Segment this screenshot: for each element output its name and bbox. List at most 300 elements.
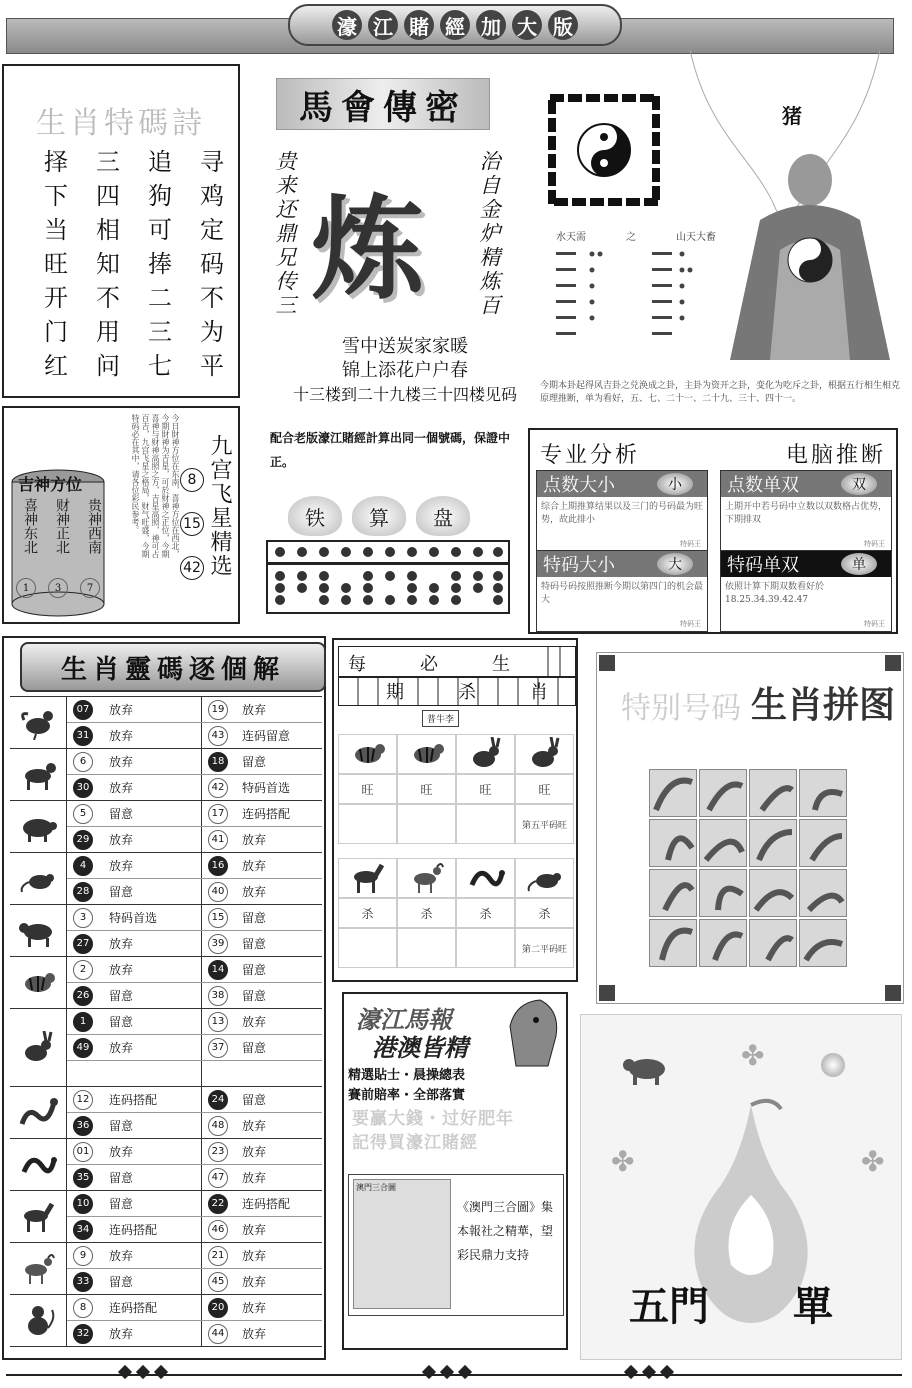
mabao-note: 《澳門三合圖》集本報社之精華，望彩民鼎力支持 bbox=[457, 1200, 554, 1262]
number-ball: 19 bbox=[208, 700, 228, 720]
can-col: 喜神东北 bbox=[22, 498, 38, 554]
advice-cell: 连码搭配 bbox=[242, 1197, 291, 1211]
number-ball: 45 bbox=[208, 1272, 228, 1292]
number-ball: 12 bbox=[73, 1090, 93, 1110]
bisha-head-char: 每 bbox=[348, 654, 366, 675]
taiji-lines bbox=[556, 228, 716, 344]
mahui-line3: 十三楼到二十九楼三十四楼见码 bbox=[292, 385, 517, 404]
advice-cell: 放弃 bbox=[242, 1119, 267, 1133]
bisha-empty-cell bbox=[397, 804, 456, 844]
corner-square bbox=[599, 655, 615, 671]
advice-cell: 留意 bbox=[242, 755, 267, 769]
analysis-title-right: 电脑推断 bbox=[785, 443, 886, 468]
mabao-line2: 賽前賠率・全部落實 bbox=[348, 1088, 466, 1103]
number-ball: 22 bbox=[208, 1194, 228, 1214]
advice-cell: 放弃 bbox=[99, 749, 202, 774]
bisha-empty-cell bbox=[338, 928, 397, 968]
number-ball: 44 bbox=[208, 1324, 228, 1344]
number-ball: 18 bbox=[208, 752, 228, 772]
advice-cell: 放弃 bbox=[242, 1249, 267, 1263]
table-row bbox=[67, 905, 322, 931]
advice-cell: 留意 bbox=[99, 879, 202, 904]
monkey-icon bbox=[10, 1295, 67, 1346]
puzzle-tile bbox=[649, 769, 697, 817]
number-ball: 32 bbox=[73, 1324, 93, 1344]
flower-icon: ✤ bbox=[741, 1039, 765, 1072]
analysis-cell-head: 点数大小 bbox=[543, 475, 615, 496]
analysis-cell-foot: 特码王 bbox=[680, 620, 701, 628]
poem-char: 三 bbox=[148, 318, 172, 346]
wumen-panel bbox=[580, 1014, 902, 1360]
analysis-badge: 双 bbox=[841, 473, 877, 495]
mabao-title2: 港澳皆精 bbox=[372, 1033, 468, 1062]
table-row bbox=[67, 1269, 322, 1294]
analysis-badge: 单 bbox=[841, 553, 877, 575]
horse-icon bbox=[10, 1191, 67, 1242]
poem-char: 不 bbox=[200, 284, 224, 312]
number-ball: 33 bbox=[73, 1272, 93, 1292]
number-ball: 21 bbox=[208, 1246, 228, 1266]
puzzle-tile bbox=[699, 769, 747, 817]
table-row bbox=[67, 1321, 322, 1346]
puzzle-tile bbox=[799, 919, 847, 967]
jiugong-title: 九宫飞星精选 bbox=[207, 434, 232, 578]
puzzle-tile bbox=[749, 819, 797, 867]
sanhe-thumbnail bbox=[353, 1179, 451, 1309]
puzzle-tile bbox=[699, 919, 747, 967]
table-row bbox=[67, 1217, 322, 1242]
bisha-head-char: 必 bbox=[420, 654, 438, 675]
number-ball: 16 bbox=[208, 856, 228, 876]
number-ball: 1 bbox=[73, 1012, 93, 1032]
advice-cell: 连码搭配 bbox=[99, 1295, 202, 1320]
rabbit-icon bbox=[515, 734, 574, 774]
poem-char: 相 bbox=[96, 216, 120, 244]
number-ball: 38 bbox=[208, 986, 228, 1006]
bisha-label: 旺 bbox=[397, 774, 456, 804]
mabao-inner-box bbox=[348, 1174, 564, 1316]
poem-char: 下 bbox=[44, 182, 68, 210]
table-row bbox=[67, 697, 322, 723]
advice-cell: 放弃 bbox=[242, 1223, 267, 1237]
advice-cell: 放弃 bbox=[242, 1171, 267, 1185]
advice-cell: 留意 bbox=[99, 1269, 202, 1294]
analysis-cell-head: 特码大小 bbox=[543, 555, 615, 576]
bisha-head-char: 期 bbox=[386, 682, 404, 703]
poem-char: 追 bbox=[148, 148, 172, 176]
puzzle-tile bbox=[699, 819, 747, 867]
advice-cell: 放弃 bbox=[99, 827, 202, 852]
advice-cell: 放弃 bbox=[242, 703, 267, 717]
mahui-left-vertical: 贵来还鼎兄传三 bbox=[273, 150, 297, 318]
header-title bbox=[288, 4, 622, 46]
analysis-cell bbox=[536, 470, 708, 552]
number-ball: 29 bbox=[73, 830, 93, 850]
mabao-ghost2: 記得買濠江賭經 bbox=[352, 1133, 478, 1153]
poem-char: 当 bbox=[44, 216, 68, 244]
advice-cell: 留意 bbox=[99, 1113, 202, 1138]
abacus-bubble: 铁 bbox=[288, 496, 342, 536]
rooster-icon bbox=[10, 697, 67, 748]
table-row bbox=[67, 1191, 322, 1217]
abacus-bubble: 盘 bbox=[416, 496, 470, 536]
can-num: 3 bbox=[48, 578, 68, 598]
goat-icon bbox=[10, 1243, 67, 1294]
dragon-icon bbox=[10, 1087, 67, 1138]
advice-cell: 放弃 bbox=[242, 1145, 267, 1159]
pintu-grid bbox=[649, 769, 847, 967]
analysis-cell-foot: 特码王 bbox=[680, 540, 701, 548]
table-row bbox=[67, 1035, 322, 1061]
abacus-bubble: 算 bbox=[352, 496, 406, 536]
number-ball: 3 bbox=[73, 908, 93, 928]
bisha-note: 第五平码旺 bbox=[515, 804, 574, 844]
number-ball: 49 bbox=[73, 1038, 93, 1058]
lingma-group bbox=[10, 1086, 322, 1138]
pintu-panel bbox=[596, 652, 904, 1004]
rat-icon bbox=[10, 853, 67, 904]
puzzle-tile bbox=[799, 769, 847, 817]
corner-square bbox=[599, 985, 615, 1001]
advice-cell: 留意 bbox=[99, 1009, 202, 1034]
bisha-label: 旺 bbox=[515, 774, 574, 804]
can-num: 1 bbox=[16, 578, 36, 598]
number-ball: 35 bbox=[73, 1168, 93, 1188]
advice-cell: 留意 bbox=[242, 963, 267, 977]
flower-icon: ✤ bbox=[861, 1145, 885, 1178]
ox-icon bbox=[10, 905, 67, 956]
table-row bbox=[67, 1113, 322, 1138]
advice-cell: 留意 bbox=[99, 1165, 202, 1190]
advice-cell: 放弃 bbox=[99, 723, 202, 748]
analysis-cell bbox=[720, 470, 892, 552]
trigram-lines bbox=[556, 244, 716, 340]
number-ball: 20 bbox=[208, 1298, 228, 1318]
lingma-group bbox=[10, 800, 322, 852]
analysis-cell-body: 特码号码按照推断今期以第四门的机会最大 bbox=[541, 582, 704, 605]
taiji-text: 今期本卦起得风吉卦之兑涣成之卦，主卦为资开之卦，变化为吃斥之卦，根据五行相生相克原理推断，单为看好，五、七、二十一、二十九、三十、四十一。 bbox=[540, 381, 901, 404]
analysis-cell-head: 点数单双 bbox=[727, 475, 799, 496]
analysis-cell-body: 上期开中若号码中立数以双数格占优势，下期排双 bbox=[725, 502, 888, 525]
table-row bbox=[67, 879, 322, 904]
advice-cell: 留意 bbox=[99, 983, 202, 1008]
advice-cell: 放弃 bbox=[99, 1243, 202, 1268]
abacus-icon bbox=[266, 540, 510, 614]
poem-char: 旺 bbox=[44, 250, 68, 278]
analysis-badge: 大 bbox=[657, 553, 693, 575]
lingma-group bbox=[10, 1008, 322, 1086]
lingma-group bbox=[10, 696, 322, 748]
table-row bbox=[67, 723, 322, 748]
analysis-cell bbox=[720, 550, 892, 632]
number-ball: 39 bbox=[208, 934, 228, 954]
number-ball: 47 bbox=[208, 1168, 228, 1188]
number-ball: 01 bbox=[73, 1142, 93, 1162]
puzzle-tile bbox=[799, 869, 847, 917]
sage-figure-icon bbox=[720, 140, 900, 370]
flower-icon: ✤ bbox=[611, 1145, 635, 1178]
advice-cell: 留意 bbox=[242, 911, 267, 925]
number-ball: 14 bbox=[208, 960, 228, 980]
table-row bbox=[67, 749, 322, 775]
rabbit-icon bbox=[456, 734, 515, 774]
advice-cell: 留意 bbox=[242, 1041, 267, 1055]
table-row bbox=[67, 957, 322, 983]
table-row bbox=[67, 775, 322, 800]
advice-cell bbox=[99, 1061, 202, 1086]
analysis-title-left: 专业分析 bbox=[540, 443, 641, 468]
lingma-group bbox=[10, 1294, 322, 1347]
lingma-group bbox=[10, 852, 322, 904]
table-row bbox=[67, 853, 322, 879]
snake-icon bbox=[456, 858, 515, 898]
poem-char: 为 bbox=[200, 318, 224, 346]
number-ball: 42 bbox=[208, 778, 228, 798]
lingma-group bbox=[10, 748, 322, 800]
bagua-icon bbox=[548, 94, 660, 206]
lingma-title: 生肖靈碼逐個解 bbox=[20, 642, 326, 692]
mahui-big-char: 炼 bbox=[312, 184, 424, 315]
jiugong-panel bbox=[2, 406, 240, 624]
number-ball: 43 bbox=[208, 726, 228, 746]
pintu-ghost-text: 特别号码 bbox=[621, 691, 741, 726]
header-char: 賭 bbox=[404, 10, 434, 40]
bisha-label: 杀 bbox=[397, 898, 456, 928]
taiji-head-right: 山天大畜 bbox=[676, 232, 716, 243]
analysis-cell-foot: 特码王 bbox=[864, 620, 885, 628]
tiger-icon bbox=[338, 734, 397, 774]
poem-char: 门 bbox=[44, 318, 68, 346]
number-ball: 24 bbox=[208, 1090, 228, 1110]
bisha-head-char: 杀 bbox=[458, 682, 476, 703]
bisha-badge: 普牛李 bbox=[422, 710, 459, 727]
table-row bbox=[67, 1139, 322, 1165]
table-row bbox=[67, 1295, 322, 1321]
ox-icon bbox=[621, 1051, 671, 1087]
mahui-line2: 锦上添花户户春 bbox=[342, 360, 468, 381]
advice-cell: 放弃 bbox=[99, 697, 202, 722]
advice-cell: 连码搭配 bbox=[242, 807, 291, 821]
table-row bbox=[67, 801, 322, 827]
analysis-cell-body: 依照计算下期双数看好於18.25.34.39.42.47 bbox=[725, 582, 825, 605]
can-title: 吉神方位 bbox=[18, 475, 83, 494]
advice-cell: 特码首选 bbox=[99, 905, 202, 930]
poem-char: 可 bbox=[148, 216, 172, 244]
bisha-label: 旺 bbox=[456, 774, 515, 804]
taiji-label: 猪 bbox=[782, 104, 802, 128]
bisha-label: 杀 bbox=[515, 898, 574, 928]
poem-char: 择 bbox=[44, 148, 68, 176]
lingma-group bbox=[10, 956, 322, 1008]
table-row bbox=[67, 827, 322, 852]
bisha-empty-cell bbox=[456, 928, 515, 968]
number-ball: 31 bbox=[73, 726, 93, 746]
advice-cell: 留意 bbox=[99, 801, 202, 826]
tiger-icon bbox=[10, 957, 67, 1008]
advice-cell: 放弃 bbox=[242, 885, 267, 899]
dog-icon bbox=[10, 749, 67, 800]
number-ball: 28 bbox=[73, 882, 93, 902]
advice-cell: 放弃 bbox=[242, 1327, 267, 1341]
number-ball: 23 bbox=[208, 1142, 228, 1162]
mahui-banner: 馬會傳密 bbox=[276, 78, 490, 130]
number-ball: 5 bbox=[73, 804, 93, 824]
header-char: 經 bbox=[440, 10, 470, 40]
number-ball: 4 bbox=[73, 856, 93, 876]
lingma-group bbox=[10, 1190, 322, 1242]
puzzle-tile bbox=[699, 869, 747, 917]
bisha-panel bbox=[332, 638, 578, 982]
wumen-left-text: 五門 bbox=[629, 1284, 709, 1330]
horse-icon bbox=[338, 858, 397, 898]
advice-cell: 连码留意 bbox=[242, 729, 291, 743]
advice-cell: 放弃 bbox=[99, 775, 202, 800]
number-ball: 9 bbox=[73, 1246, 93, 1266]
number-ball: 15 bbox=[208, 908, 228, 928]
header-char: 加 bbox=[476, 10, 506, 40]
poem-char: 七 bbox=[148, 352, 172, 380]
header-char: 江 bbox=[368, 10, 398, 40]
rabbit-icon bbox=[10, 1009, 67, 1086]
taiji-head-mid: 之 bbox=[626, 232, 636, 243]
mabao-panel bbox=[342, 992, 568, 1350]
analysis-cell-body: 综合上期推算结果以及三门的号码最为旺势，故此排小 bbox=[541, 502, 704, 525]
advice-cell: 留意 bbox=[242, 937, 267, 951]
peihe-text: 配合老版濠江賭經計算出同一個號碼，保證中正。 bbox=[270, 431, 511, 469]
pig-icon bbox=[10, 801, 67, 852]
advice-cell: 连码搭配 bbox=[99, 1217, 202, 1242]
advice-cell: 留意 bbox=[99, 1191, 202, 1216]
table-row bbox=[67, 1061, 322, 1086]
tiger-icon bbox=[397, 734, 456, 774]
analysis-cell-head: 特码单双 bbox=[727, 555, 799, 576]
bisha-empty-cell bbox=[397, 928, 456, 968]
advice-cell: 特码首选 bbox=[242, 781, 291, 795]
number-ball: 13 bbox=[208, 1012, 228, 1032]
sanhe-thumbnail-title: 澳門三合圖 bbox=[356, 1183, 396, 1192]
advice-cell: 放弃 bbox=[242, 859, 267, 873]
lingma-group bbox=[10, 904, 322, 956]
jiugong-number: 8 bbox=[180, 468, 204, 492]
puzzle-tile bbox=[799, 819, 847, 867]
poem-char: 二 bbox=[148, 284, 172, 312]
number-ball: 30 bbox=[73, 778, 93, 798]
number-ball: 34 bbox=[73, 1220, 93, 1240]
bisha-head-char: 生 bbox=[492, 654, 510, 675]
lingma-group bbox=[10, 1138, 322, 1190]
number-ball: 17 bbox=[208, 804, 228, 824]
advice-cell: 放弃 bbox=[99, 1139, 202, 1164]
poem-char: 码 bbox=[200, 250, 224, 278]
poem-char: 狗 bbox=[148, 182, 172, 210]
advice-cell: 放弃 bbox=[242, 1301, 267, 1315]
bisha-grid bbox=[338, 734, 574, 968]
can-num: 7 bbox=[80, 578, 100, 598]
bisha-empty-cell bbox=[456, 804, 515, 844]
snake-icon bbox=[10, 1139, 67, 1190]
number-ball: 27 bbox=[73, 934, 93, 954]
analysis-badge: 小 bbox=[657, 473, 693, 495]
number-ball: 37 bbox=[208, 1038, 228, 1058]
advice-cell: 放弃 bbox=[242, 1275, 267, 1289]
bisha-empty-cell bbox=[338, 804, 397, 844]
poem-char: 四 bbox=[96, 182, 120, 210]
number-ball: 8 bbox=[73, 1298, 93, 1318]
puzzle-tile bbox=[649, 919, 697, 967]
puzzle-tile bbox=[749, 769, 797, 817]
header-char: 大 bbox=[512, 10, 542, 40]
advice-cell bbox=[234, 1061, 322, 1086]
poem-char: 不 bbox=[96, 284, 120, 312]
advice-cell: 放弃 bbox=[242, 833, 267, 847]
header-char: 版 bbox=[548, 10, 578, 40]
number-ball: 36 bbox=[73, 1116, 93, 1136]
number-ball: 26 bbox=[73, 986, 93, 1006]
poem-char: 红 bbox=[44, 352, 68, 380]
poem-title: 生肖特碼詩 bbox=[36, 106, 206, 141]
wumen-right-text: 單 bbox=[793, 1284, 833, 1330]
puzzle-tile bbox=[649, 869, 697, 917]
mahui-right-vertical: 治自金炉精炼百 bbox=[477, 150, 501, 318]
corner-square bbox=[885, 655, 901, 671]
pintu-title: 生肖拼图 bbox=[751, 684, 896, 726]
bisha-label: 旺 bbox=[338, 774, 397, 804]
lingma-group bbox=[10, 1242, 322, 1294]
poem-char: 寻 bbox=[200, 148, 224, 176]
advice-cell: 留意 bbox=[242, 1093, 267, 1107]
taiji-head-left: 水天需 bbox=[556, 232, 586, 243]
number-ball: 6 bbox=[73, 752, 93, 772]
analysis-panel bbox=[528, 428, 898, 634]
header-char: 濠 bbox=[332, 10, 362, 40]
number-ball: 2 bbox=[73, 960, 93, 980]
poem-char: 问 bbox=[96, 352, 120, 380]
bisha-label: 杀 bbox=[456, 898, 515, 928]
lingma-panel bbox=[2, 636, 326, 1360]
can-col: 贵神西南 bbox=[86, 498, 102, 554]
advice-cell: 留意 bbox=[242, 989, 267, 1003]
table-row bbox=[67, 1087, 322, 1113]
number-ball: 40 bbox=[208, 882, 228, 902]
can-graphic bbox=[10, 468, 106, 618]
horse-head-icon bbox=[496, 996, 564, 1068]
ball-icon bbox=[821, 1053, 845, 1077]
puzzle-tile bbox=[749, 919, 797, 967]
table-row bbox=[67, 983, 322, 1008]
jiugong-number: 42 bbox=[180, 556, 204, 580]
bisha-label: 杀 bbox=[338, 898, 397, 928]
poem-char: 平 bbox=[200, 352, 224, 380]
advice-cell: 放弃 bbox=[242, 1015, 267, 1029]
number-ball: 48 bbox=[208, 1116, 228, 1136]
number-ball: 41 bbox=[208, 830, 228, 850]
poem-char: 知 bbox=[96, 250, 120, 278]
mabao-line1: 精選貼士・晨操總表 bbox=[348, 1068, 466, 1083]
advice-cell: 放弃 bbox=[99, 1321, 202, 1346]
table-row bbox=[67, 931, 322, 956]
puzzle-tile bbox=[649, 819, 697, 867]
poem-panel bbox=[2, 64, 240, 398]
corner-square bbox=[885, 985, 901, 1001]
poem-char: 开 bbox=[44, 284, 68, 312]
advice-cell: 放弃 bbox=[99, 853, 202, 878]
jiugong-text: 今日財神方位在东南，喜神方位在西北，今期財神为吉星，可於财神之正位，今期喜神与财神高照之方，吉星高照，神可占百吉，九宫飞星之格局，财气旺盛，今期特码必在其中，请各位彩民参考。 bbox=[131, 414, 180, 558]
poem-char: 定 bbox=[200, 216, 224, 244]
number-ball: 10 bbox=[73, 1194, 93, 1214]
bisha-note: 第二平码旺 bbox=[515, 928, 574, 968]
poem-char: 鸡 bbox=[200, 182, 224, 210]
advice-cell: 放弃 bbox=[99, 931, 202, 956]
